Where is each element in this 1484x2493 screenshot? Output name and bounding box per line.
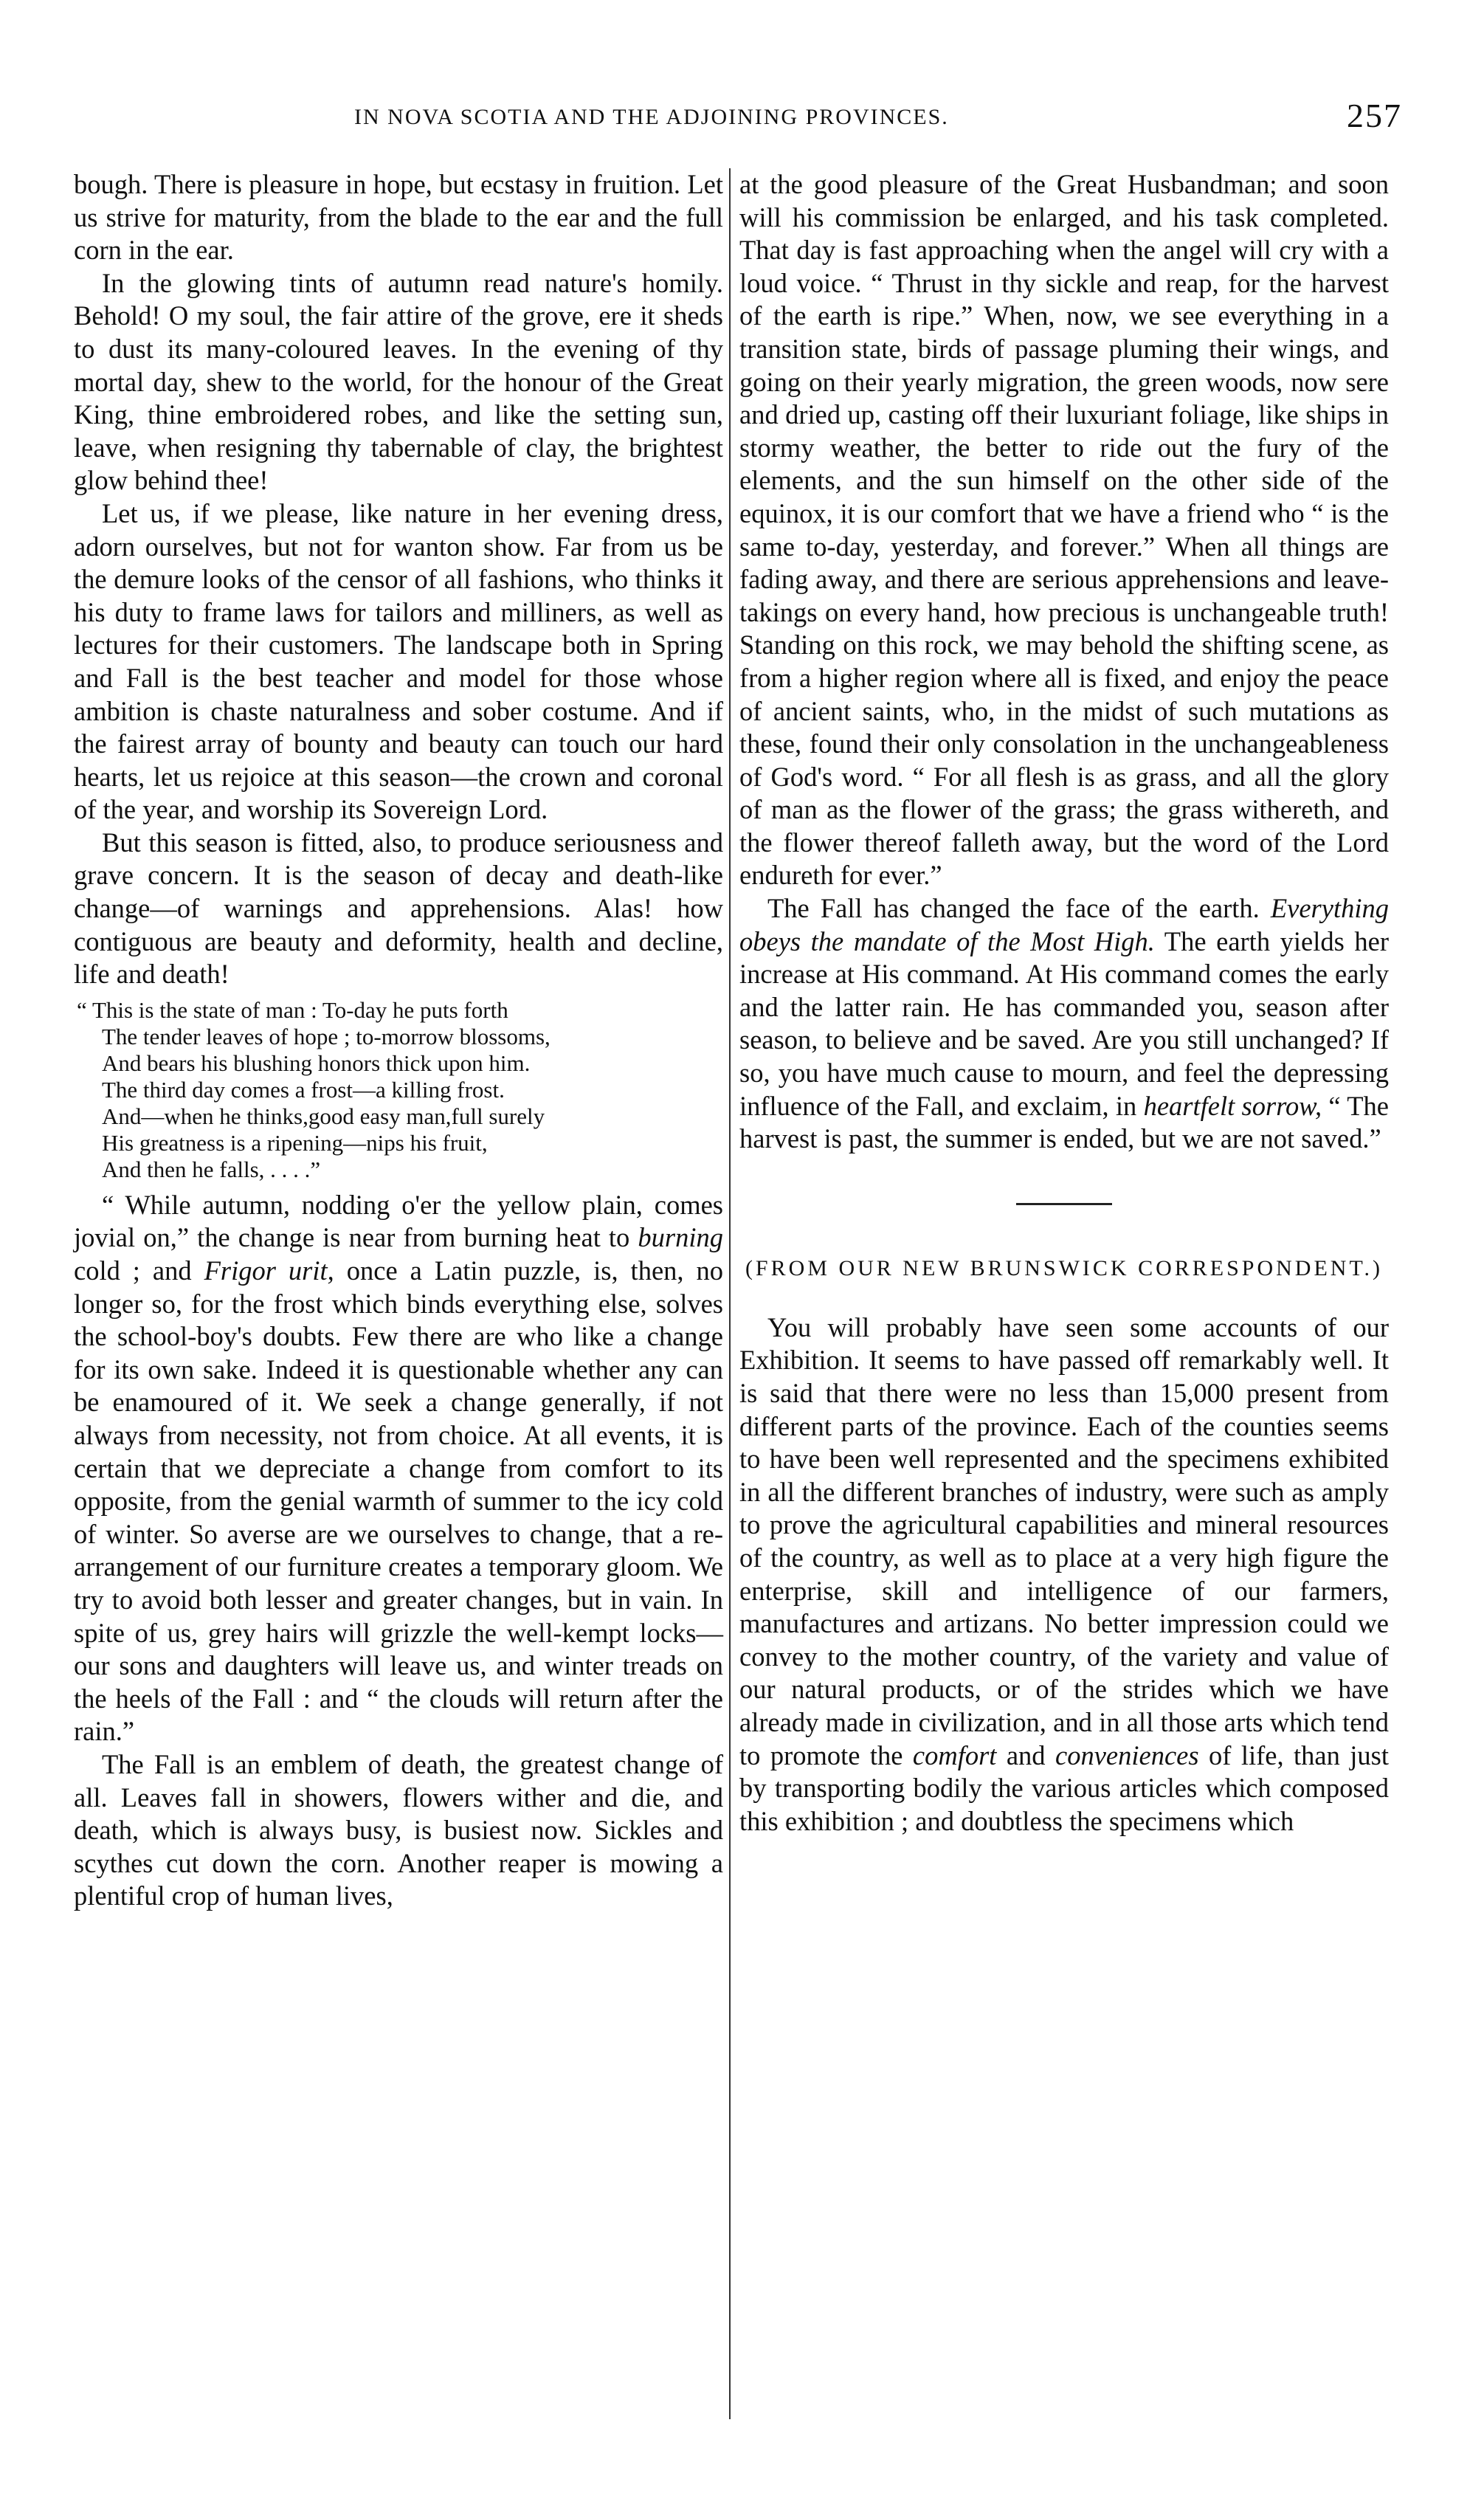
- correspondent-heading: (FROM OUR NEW BRUNSWICK CORRESPONDENT.): [745, 1255, 1384, 1280]
- text-run: of life, than just by transporting bodily the various articles which composed this exhibition ; and doubtless the specimens which: [739, 1739, 1390, 1836]
- verse-line: And then he falls, . . . .”: [102, 1156, 321, 1182]
- text-run: once a Latin puzzle, is, then, no longer so, for the frost which binds everything else, solves the school-boy's doubts. Few there are who like a change for its own sake. Indeed it is questionable whether any can be enamoured of it. We seek a change generally, if not always from necessity, not from choice. At all events, it is certain that we depreciate a change from comfort to its opposite, from the genial warmth of summer to the icy cold of winter. So averse are we ourselves to change, that a re-arrangement of our furniture creates a temporary gloom. We try to avoid both lesser and greater changes, but in vain. In spite of us, grey hairs will grizzle the well-kempt locks—our sons and daughters will leave us, and winter treads on the heels of the Fall : and “ the clouds will return after the rain.”: [74, 1255, 723, 1747]
- left-paragraph-5: [74, 1189, 723, 1748]
- italic-run: Everything obeys the mandate of the Most High.: [739, 893, 1389, 956]
- text-run: The earth yields her increase at His command. At His command comes the early and the latter rain. He has commanded you, season after season, to believe and be saved. Are you still unchanged? If so, you have much cause to mourn, and feel the depressing influence of the Fall, and exclaim, in: [739, 925, 1389, 1121]
- text-run: and: [996, 1739, 1055, 1770]
- running-title: IN NOVA SCOTIA AND THE ADJOINING PROVINCES.: [354, 105, 949, 129]
- verse-line: And—when he thinks,good easy man,full surely: [102, 1103, 545, 1129]
- italic-run: heartfelt sorrow,: [1143, 1090, 1322, 1121]
- left-paragraph-6: The Fall is an emblem of death, the greatest change of all. Leaves fall in showers, flowers wither and die, and death, which is always busy, is busiest now. Sickles and scythes cut down the corn. Another reaper is mowing a plentiful crop of human lives,: [74, 1748, 723, 1911]
- verse-line: His greatness is a ripening—nips his fruit,: [102, 1129, 488, 1156]
- left-paragraph-3: Let us, if we please, like nature in her evening dress, adorn ourselves, but not for wanton show. Far from us be the demure looks of the censor of all fashions, who thinks it his duty to frame laws for tailors and milliners, as well as lectures for their customers. The landscape both in Spring and Fall is the best teacher and model for those whose ambition is chaste naturalness and sober costume. And if the fairest array of bounty and beauty can touch our hard hearts, let us rejoice at this season—the crown and coronal of the year, and worship its Sovereign Lord.: [74, 497, 723, 825]
- page-number: 257: [1347, 97, 1402, 134]
- text-run: The Fall has changed the face of the earth.: [767, 893, 1271, 924]
- right-paragraph-1: at the good pleasure of the Great Husbandman; and soon will his commission be enlarged, and his task completed. That day is fast approaching when the angel will cry with a loud voice. “ Thrust in thy sickle and reap, for the harvest of the earth is ripe.” When, now, we see everything in a transition state, birds of passage pluming their wings, and going on their yearly migration, the green woods, now sere and dried up, casting off their luxuriant foliage, like ships in stormy weather, the better to ride out the fury of the elements, and the sun himself on the other side of the equinox, it is our comfort that we have a friend who “ is the same to-day, yesterday, and forever.” When all things are fading away, and there are serious apprehensions and leave-takings on every hand, how precious is unchangeable truth! Standing on this rock, we may behold the shifting scene, as from a higher region where all is fixed, and enjoy the peace of ancient saints, who, in the midst of such mutations as these, found their only consolation in the unchangeableness of God's word. “ For all flesh is as grass, and all the glory of man as the flower of the grass; the grass withereth, and the flower thereof falleth away, but the word of the Lord endureth for ever.”: [739, 169, 1389, 891]
- page-header: [74, 96, 1402, 140]
- italic-run: Frigor urit,: [204, 1255, 334, 1286]
- right-paragraph-3: [739, 1311, 1389, 1838]
- text-run: “ While autumn, nodding o'er the yellow plain, comes jovial on,” the change is near from burning heat to: [74, 1189, 723, 1253]
- right-column: [739, 168, 1389, 1838]
- verse-line: The tender leaves of hope ; to-morrow blossoms,: [102, 1023, 551, 1049]
- left-paragraph-4: But this season is fitted, also, to produce seriousness and grave concern. It is the season of decay and death-like change—of warnings and apprehensions. Alas! how contiguous are beauty and deformity, health and decline, life and death!: [74, 827, 723, 990]
- left-column: [74, 168, 723, 1913]
- text-run: cold ; and: [74, 1255, 204, 1286]
- italic-run: burning: [638, 1222, 723, 1253]
- verse-quotation: [74, 997, 723, 1183]
- text-run: You will probably have seen some accounts of our Exhibition. It seems to have passed off remarkably well. It is said that there were no less than 15,000 present from different parts of the province. Each of the counties seems to have been well represented and the specimens exhibited in all the different branches of industry, were such as amply to prove the agricultural capabilities and mineral resources of the country, as well as to place at a very high figure the enterprise, skill and intelligence of our farmers, manufactures and artizans. No better impression could we convey to the mother country, of the variety and value of our natural products, or of the strides which we have already made in civilization, and in all those arts which tend to promote the: [739, 1311, 1389, 1770]
- section-rule: [1016, 1203, 1112, 1205]
- italic-run: comfort: [912, 1739, 997, 1770]
- text-run: “ The harvest is past, the summer is ended, but we are not saved.”: [739, 1090, 1389, 1154]
- left-paragraph-1: bough. There is pleasure in hope, but ecstasy in fruition. Let us strive for maturity, from the blade to the ear and the full corn in the ear.: [74, 169, 723, 266]
- left-paragraph-2: In the glowing tints of autumn read nature's homily. Behold! O my soul, the fair attire of the grove, ere it sheds to dust its many-coloured leaves. In the evening of thy mortal day, shew to the world, for the honour of the Great King, thine embroidered robes, and like the setting sun, leave, when resigning thy tabernable of clay, the brightest glow behind thee!: [74, 267, 723, 496]
- right-paragraph-2: [739, 892, 1389, 1156]
- italic-run: conveniences: [1055, 1739, 1199, 1770]
- column-divider: [729, 168, 731, 2419]
- verse-line: “ This is the state of man : To-day he puts forth: [77, 996, 508, 1023]
- verse-line: And bears his blushing honors thick upon him.: [102, 1049, 531, 1076]
- verse-line: The third day comes a frost—a killing frost.: [102, 1076, 505, 1103]
